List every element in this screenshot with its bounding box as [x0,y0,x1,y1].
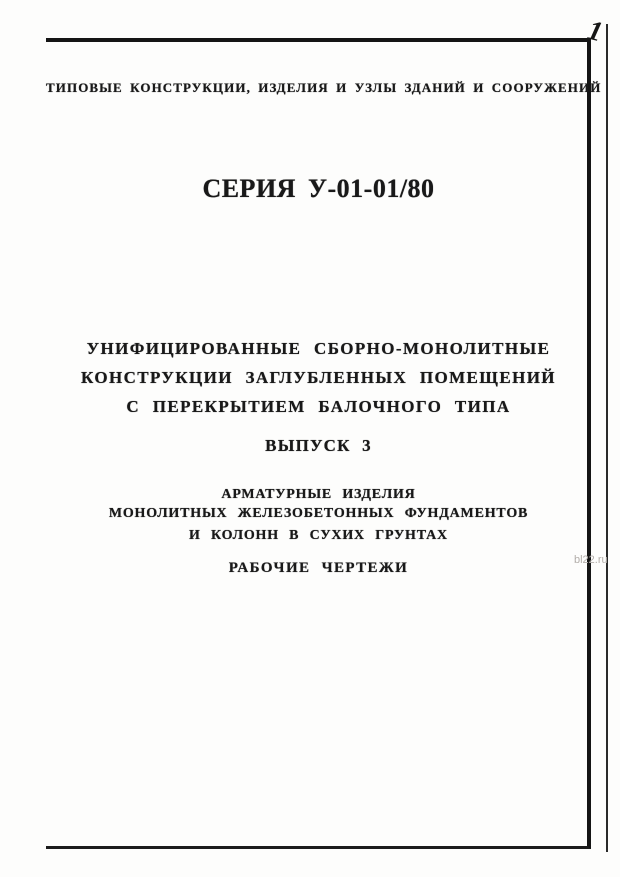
issue-label: ВЫПУСК 3 [265,436,372,455]
subtitle-line-3: И КОЛОНН В СУХИХ ГРУНТАХ [189,528,448,543]
series-title: СЕРИЯ У-01-01/80 [202,174,435,203]
doc-type-label: РАБОЧИЕ ЧЕРТЕЖИ [228,560,409,576]
main-title-line-3: С ПЕРЕКРЫТИЕМ БАЛОЧНОГО ТИПА [126,397,511,416]
watermark: bl22.ru [574,554,608,566]
main-title-line-1: УНИФИЦИРОВАННЫЕ СБОРНО-МОНОЛИТНЫЕ [86,339,551,358]
scan-page-edge-line [606,24,608,852]
subtitle-line-2: МОНОЛИТНЫХ ЖЕЛЕЗОБЕТОННЫХ ФУНДАМЕНТОВ [108,506,529,521]
subtitle-line-1: АРМАТУРНЫЕ ИЗДЕЛИЯ [221,487,416,502]
document-header: ТИПОВЫЕ КОНСТРУКЦИИ, ИЗДЕЛИЯ И УЗЛЫ ЗДАНИЙ И СООРУЖЕНИЙ [46,80,602,95]
page-number: 1 [584,14,606,49]
main-title [46,334,591,421]
subtitle [46,485,591,545]
main-title-line-2: КОНСТРУКЦИИ ЗАГЛУБЛЕННЫХ ПОМЕЩЕНИЙ [81,368,556,387]
